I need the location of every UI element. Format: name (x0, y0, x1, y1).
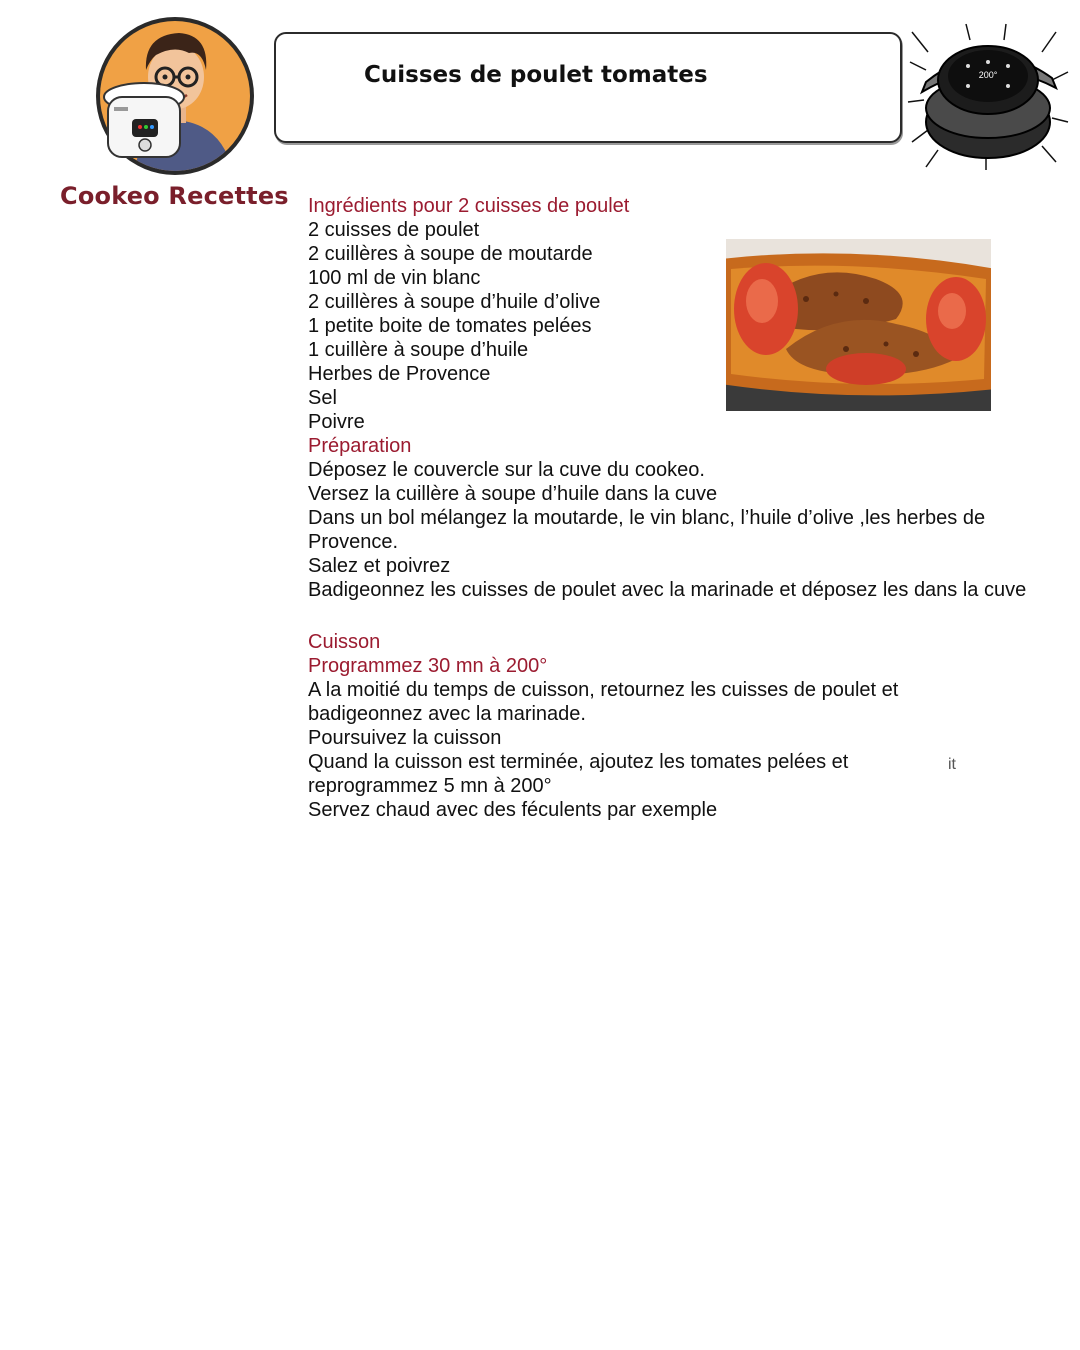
cuisson-program: Programmez 30 mn à 200° (308, 655, 548, 677)
cuisson-step: Servez chaud avec des féculents par exemple (308, 799, 718, 821)
preparation-step: Salez et poivrez (308, 555, 451, 577)
preparation-step: Versez la cuillère à soupe d’huile dans la cuve (308, 483, 718, 505)
cooker-appliance-illustration (906, 22, 1072, 172)
cuisson-step: A la moitié du temps de cuisson, retournez les cuisses de poulet et badigeonnez avec la marinade. (308, 679, 899, 725)
cuisson-step: Quand la cuisson est terminée, ajoutez les tomates pelées et reprogrammez 5 mn à 200° (308, 751, 849, 797)
ingredient-item: Herbes de Provence (308, 363, 491, 385)
preparation-step: Déposez le couvercle sur la cuve du cookeo. (308, 459, 705, 481)
ingredient-item: 100 ml de vin blanc (308, 267, 481, 289)
preparation-heading: Préparation (308, 435, 412, 457)
ingredient-item: 2 cuisses de poulet (308, 219, 480, 241)
ingredient-item: 2 cuillères à soupe de moutarde (308, 243, 593, 265)
page-title: Cuisses de poulet tomates (364, 62, 708, 88)
chef-logo (94, 15, 256, 177)
appliance-display-text: 200° (978, 70, 998, 80)
title-box (274, 32, 902, 143)
section-spacer (308, 602, 1038, 630)
cuisson-step: Poursuivez la cuisson (308, 727, 502, 749)
ingredient-item: 1 cuillère à soupe d’huile (308, 339, 529, 361)
ingredient-item: 2 cuillères à soupe d’huile d’olive (308, 291, 601, 313)
preparation-step: Dans un bol mélangez la moutarde, le vin blanc, l’huile d’olive ,les herbes de Provence. (308, 507, 986, 553)
cuisson-heading: Cuisson (308, 631, 381, 653)
recipe-content (308, 194, 1038, 822)
stray-text: it (948, 756, 956, 773)
brand-name: Cookeo Recettes (60, 182, 289, 210)
preparation-step: Badigeonnez les cuisses de poulet avec la marinade et déposez les dans la cuve (308, 579, 1027, 601)
cooker-icon (104, 83, 184, 157)
ingredient-item: Poivre (308, 411, 365, 433)
ingredients-heading: Ingrédients pour 2 cuisses de poulet (308, 195, 630, 217)
ingredient-item: Sel (308, 387, 337, 409)
ingredient-item: 1 petite boite de tomates pelées (308, 315, 592, 337)
